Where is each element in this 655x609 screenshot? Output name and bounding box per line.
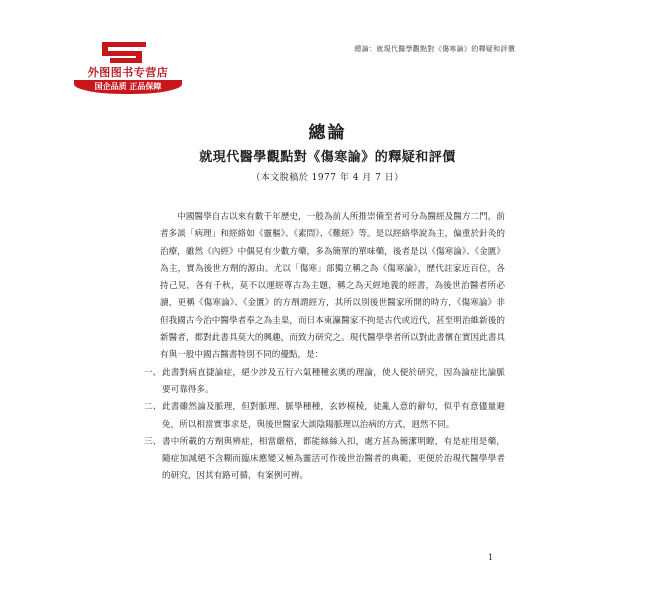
list-item-text: 書中所載的方劑與辨症，相當嚴格，都能絲絲入扣，處方甚為簡潔明瞭，有是症用是藥，隨症加減絕不含糊而臨床應變又極為靈活可作後世治醫者的典範，更便於治現代醫學學者的研究，因其有路可循，有案例可辨。 (162, 436, 505, 482)
list-item-number: 二、 (144, 402, 162, 413)
store-slogan: 国企品质 正品保障 (74, 80, 182, 94)
list-item-text: 此書對病直捷論症，絕少涉及五行六氣種種玄奧的理論，使人便於研究，因為論症比論脈要可靠得多。 (162, 367, 505, 395)
body-text (144, 209, 505, 486)
list-item (144, 399, 505, 434)
store-logo (68, 40, 186, 104)
page-title: 總論 (308, 123, 347, 143)
list-item-number: 三、 (144, 436, 162, 447)
running-head: 總論：就現代醫學觀點對《傷寒論》的釋疑和評價 (354, 45, 515, 53)
logo-mark-icon (96, 40, 158, 64)
list-item (144, 434, 505, 486)
page-number: 1 (488, 553, 494, 562)
list-item-text: 此書雖然論及脈理，但對脈理、脈學種種，玄妙模稜，徒亂人意的辭句，似乎有意儘量避免，所以相當實事求是，與後世醫家大談陰陽脈理以治病的方式，迥然不同。 (162, 402, 505, 430)
list-item-number: 一、 (144, 367, 162, 378)
date-note: （本文脫稿於 1977 年 4 月 7 日） (251, 173, 404, 183)
list-item (144, 365, 505, 400)
store-name: 外图图书专营店 (87, 66, 169, 79)
intro-paragraph: 中國醫學自古以來有數千年歷史，一般為前人所推崇備至者可分為醫經及醫方二門，前者多談「病理」和經絡如《靈樞》、《素問》、《難經》等。是以經絡學說為主，偏重於針灸的治療，雖然《內經》中偶見有少數方藥，多為簡單的單味藥，後者是以《傷寒論》、《金匱》為主，實為後世方劑的源由。尤以「傷寒」部獨立稱之為《傷寒論》，歷代註家近百位，各持己見，各有千秋，莫不以運經尊古為主題，稱之為天經地義的經書，為後世治醫者所必讀，更稱《傷寒論》、《金匱》的方劑謂經方，其所以別後世醫家所開的時方，《傷寒論》非但我國古今治中醫學者奉之為圭臬，而日本東瀛醫家不拘是古代或近代，甚至明治維新後的新醫者，都對此書具莫大的興趣，而致力研究之。現代醫學學者所以對此書懷在實因此書具有與一般中國古醫書特別不同的優點，是： (160, 212, 505, 361)
page-subtitle: 就現代醫學觀點對《傷寒論》的釋疑和評價 (199, 150, 456, 165)
